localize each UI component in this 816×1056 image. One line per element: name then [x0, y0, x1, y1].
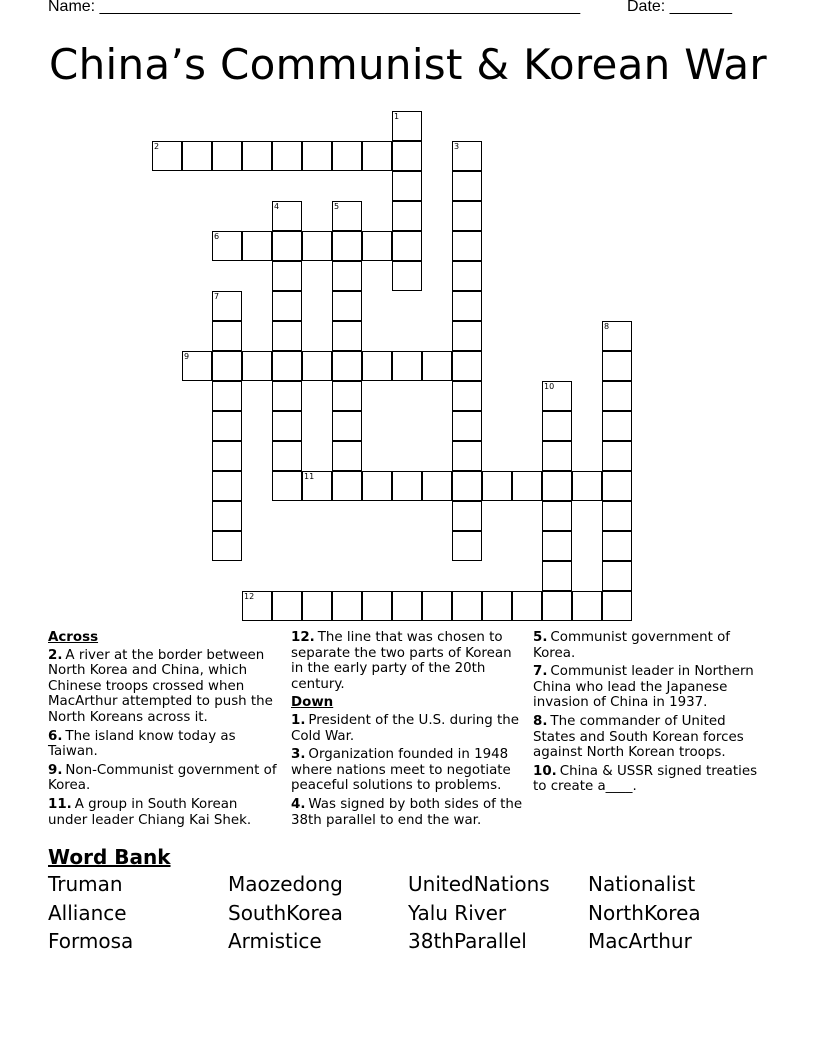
- word-bank-item: UnitedNations: [408, 872, 550, 896]
- crossword-cell[interactable]: [272, 441, 302, 471]
- clue-across-12: [291, 630, 525, 692]
- crossword-cell[interactable]: [452, 381, 482, 411]
- crossword-cell[interactable]: [602, 351, 632, 381]
- crossword-cell[interactable]: [452, 471, 482, 501]
- crossword-cell[interactable]: [302, 231, 332, 261]
- clue-text: Was signed by both sides of the 38th parallel to end the war.: [291, 796, 523, 828]
- crossword-cell[interactable]: [512, 471, 542, 501]
- crossword-cell[interactable]: [272, 231, 302, 261]
- cell-number: 8: [604, 322, 610, 331]
- crossword-cell[interactable]: [542, 411, 572, 441]
- crossword-cell[interactable]: [332, 201, 362, 231]
- crossword-cell[interactable]: [332, 321, 362, 351]
- crossword-cell[interactable]: [602, 381, 632, 411]
- crossword-cell[interactable]: [602, 561, 632, 591]
- crossword-cell[interactable]: [392, 231, 422, 261]
- crossword-cell[interactable]: [452, 531, 482, 561]
- crossword-cell[interactable]: [542, 561, 572, 591]
- crossword-cell[interactable]: [512, 591, 542, 621]
- crossword-cell[interactable]: [332, 471, 362, 501]
- crossword-cell[interactable]: [542, 501, 572, 531]
- crossword-cell[interactable]: [452, 591, 482, 621]
- page-title: China’s Communist & Korean War: [49, 40, 767, 89]
- crossword-cell[interactable]: [392, 201, 422, 231]
- word-bank-item: Formosa: [48, 929, 134, 953]
- crossword-cell[interactable]: [422, 471, 452, 501]
- crossword-cell[interactable]: [482, 591, 512, 621]
- crossword-cell[interactable]: [302, 591, 332, 621]
- crossword-cell[interactable]: [332, 381, 362, 411]
- clue-number: 11.: [48, 796, 72, 812]
- crossword-cell[interactable]: [212, 531, 242, 561]
- crossword-cell[interactable]: [272, 591, 302, 621]
- header-line: [48, 0, 768, 20]
- cell-number: 6: [214, 232, 220, 241]
- crossword-cell[interactable]: [212, 381, 242, 411]
- cell-number: 12: [244, 592, 255, 601]
- word-bank-item: Alliance: [48, 900, 127, 925]
- crossword-cell[interactable]: [452, 411, 482, 441]
- crossword-cell[interactable]: [332, 291, 362, 321]
- crossword-cell[interactable]: [302, 471, 332, 501]
- crossword-cell[interactable]: [272, 351, 302, 381]
- clue-text: The commander of United States and South Korean forces against North Korean troops.: [533, 713, 744, 761]
- crossword-cell[interactable]: [182, 351, 212, 381]
- word-bank-item: NorthKorea: [588, 900, 701, 925]
- clue-down-3: [291, 747, 525, 794]
- crossword-cell[interactable]: [152, 141, 182, 171]
- crossword-cell[interactable]: [212, 471, 242, 501]
- cell-number: 3: [454, 142, 460, 151]
- clues-column-1: [48, 630, 280, 831]
- crossword-cell[interactable]: [452, 321, 482, 351]
- clue-text: A group in South Korean under leader Chiang Kai Shek.: [48, 796, 252, 828]
- crossword-cell[interactable]: [452, 501, 482, 531]
- clue-text: Communist leader in Northern China who lead the Japanese invasion of China in 1937.: [533, 664, 754, 711]
- crossword-cell[interactable]: [362, 351, 392, 381]
- clue-text: A river at the border between North Korea and China, which Chinese troops crossed when MacArthur attempted to push the North Koreans across it.: [48, 647, 273, 725]
- crossword-cell[interactable]: [332, 231, 362, 261]
- word-bank-item: Truman: [48, 872, 123, 896]
- crossword-cell[interactable]: [212, 441, 242, 471]
- crossword-cell[interactable]: [452, 201, 482, 231]
- crossword-cell[interactable]: [422, 351, 452, 381]
- word-bank-item: SouthKorea: [228, 900, 343, 925]
- crossword-cell[interactable]: [392, 111, 422, 141]
- crossword-cell[interactable]: [602, 321, 632, 351]
- crossword-cell[interactable]: [212, 351, 242, 381]
- clue-number: 12.: [291, 630, 315, 645]
- cell-number: 2: [154, 142, 160, 151]
- crossword-cell[interactable]: [602, 591, 632, 621]
- crossword-cell[interactable]: [272, 291, 302, 321]
- clues-column-2: [291, 630, 525, 831]
- crossword-cell[interactable]: [602, 471, 632, 501]
- crossword-cell[interactable]: [182, 141, 212, 171]
- crossword-cell[interactable]: [212, 141, 242, 171]
- crossword-cell[interactable]: [602, 531, 632, 561]
- crossword-cell[interactable]: [272, 381, 302, 411]
- crossword-cell[interactable]: [332, 591, 362, 621]
- cell-number: 9: [184, 352, 190, 361]
- crossword-cell[interactable]: [272, 141, 302, 171]
- cell-number: 11: [304, 472, 315, 481]
- clue-number: 9.: [48, 762, 63, 778]
- clue-number: 8.: [533, 713, 548, 729]
- crossword-cell[interactable]: [542, 381, 572, 411]
- word-bank-item: Nationalist: [588, 872, 696, 896]
- clue-number: 1.: [291, 712, 306, 728]
- clue-text: The island know today as Taiwan.: [48, 728, 236, 760]
- crossword-cell[interactable]: [392, 171, 422, 201]
- down-heading: Down: [291, 695, 334, 711]
- crossword-cell[interactable]: [272, 321, 302, 351]
- crossword-cell[interactable]: [212, 321, 242, 351]
- clue-down-1: [291, 713, 525, 744]
- crossword-cell[interactable]: [242, 591, 272, 621]
- crossword-cell[interactable]: [452, 261, 482, 291]
- cell-number: 10: [544, 382, 555, 391]
- crossword-cell[interactable]: [242, 141, 272, 171]
- crossword-cell[interactable]: [332, 411, 362, 441]
- crossword-cell[interactable]: [362, 471, 392, 501]
- crossword-cell[interactable]: [542, 441, 572, 471]
- clue-text: Non-Communist government of Korea.: [48, 762, 277, 794]
- clue-number: 7.: [533, 664, 548, 680]
- crossword-cell[interactable]: [242, 231, 272, 261]
- date-field[interactable]: Date: _______: [627, 0, 732, 15]
- word-bank-item: 38thParallel: [408, 929, 527, 953]
- crossword-cell[interactable]: [332, 351, 362, 381]
- clue-across-9: [48, 763, 280, 794]
- clue-text: The line that was chosen to separate the two parts of Korean in the early party of the 20th century.: [291, 630, 512, 692]
- crossword-cell[interactable]: [332, 441, 362, 471]
- crossword-cell[interactable]: [272, 411, 302, 441]
- clue-down-10: [533, 764, 759, 795]
- clue-down-5: [533, 630, 759, 661]
- crossword-cell[interactable]: [482, 471, 512, 501]
- word-bank-title: Word Bank: [48, 845, 171, 869]
- clue-number: 10.: [533, 763, 557, 779]
- cell-number: 1: [394, 112, 400, 121]
- crossword-cell[interactable]: [542, 591, 572, 621]
- clue-text: China & USSR signed treaties to create a____.: [533, 763, 758, 795]
- crossword-cell[interactable]: [242, 351, 272, 381]
- clue-number: 3.: [291, 747, 306, 763]
- crossword-cell[interactable]: [452, 141, 482, 171]
- clue-number: 4.: [291, 796, 306, 812]
- word-bank-item: Maozedong: [228, 872, 343, 896]
- clues-column-3: [533, 630, 759, 798]
- crossword-cell[interactable]: [392, 141, 422, 171]
- crossword-cell[interactable]: [602, 411, 632, 441]
- crossword-cell[interactable]: [392, 591, 422, 621]
- clue-number: 2.: [48, 647, 63, 663]
- crossword-cell[interactable]: [452, 351, 482, 381]
- clue-text: Communist government of Korea.: [533, 630, 731, 661]
- crossword-cell[interactable]: [332, 261, 362, 291]
- clue-text: Organization founded in 1948 where nations meet to negotiate peaceful solutions to problems.: [291, 747, 511, 794]
- crossword-cell[interactable]: [572, 591, 602, 621]
- clue-down-7: [533, 664, 759, 711]
- crossword-cell[interactable]: [542, 471, 572, 501]
- word-bank: [48, 872, 768, 955]
- crossword-cell[interactable]: [422, 591, 452, 621]
- cell-number: 4: [274, 202, 280, 211]
- crossword-cell[interactable]: [392, 261, 422, 291]
- clue-across-6: [48, 729, 280, 760]
- crossword-cell[interactable]: [302, 351, 332, 381]
- crossword-cell[interactable]: [362, 141, 392, 171]
- clue-number: 6.: [48, 728, 63, 744]
- crossword-cell[interactable]: [212, 411, 242, 441]
- crossword-cell[interactable]: [602, 501, 632, 531]
- clue-down-8: [533, 714, 759, 761]
- crossword-cell[interactable]: [212, 291, 242, 321]
- crossword-cell[interactable]: [602, 441, 632, 471]
- crossword-cell[interactable]: [452, 171, 482, 201]
- crossword-cell[interactable]: [362, 591, 392, 621]
- crossword-cell[interactable]: [452, 291, 482, 321]
- crossword-cell[interactable]: [392, 351, 422, 381]
- clue-down-4: [291, 797, 525, 828]
- across-heading: Across: [48, 630, 99, 645]
- crossword-cell[interactable]: [362, 231, 392, 261]
- crossword-cell[interactable]: [272, 201, 302, 231]
- cell-number: 5: [334, 202, 340, 211]
- name-field[interactable]: Name: ______________________________________________________: [48, 0, 581, 15]
- clue-number: 5.: [533, 630, 548, 645]
- word-bank-item: MacArthur: [588, 929, 692, 953]
- crossword-cell[interactable]: [332, 141, 362, 171]
- crossword-cell[interactable]: [212, 231, 242, 261]
- crossword-cell[interactable]: [302, 141, 332, 171]
- crossword-cell[interactable]: [572, 471, 602, 501]
- crossword-cell[interactable]: [272, 261, 302, 291]
- crossword-cell[interactable]: [452, 441, 482, 471]
- clue-across-11: [48, 797, 280, 828]
- crossword-cell[interactable]: [452, 231, 482, 261]
- crossword-cell[interactable]: [392, 471, 422, 501]
- clue-across-2: [48, 648, 280, 726]
- cell-number: 7: [214, 292, 220, 301]
- word-bank-item: Yalu River: [408, 900, 507, 925]
- clue-text: President of the U.S. during the Cold War.: [291, 712, 520, 744]
- word-bank-item: Armistice: [228, 929, 322, 953]
- crossword-cell[interactable]: [212, 501, 242, 531]
- crossword-cell[interactable]: [542, 531, 572, 561]
- crossword-cell[interactable]: [272, 471, 302, 501]
